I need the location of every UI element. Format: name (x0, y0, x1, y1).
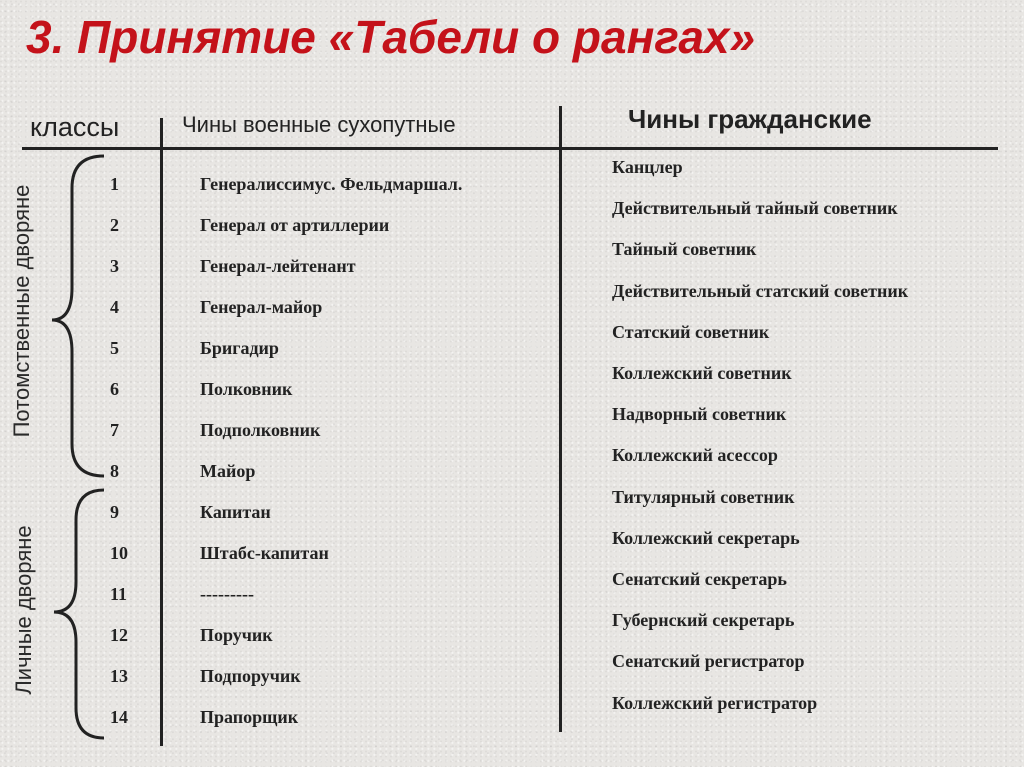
civil-rank: Канцлер (612, 157, 683, 177)
military-rank: Генерал-майор (200, 297, 323, 317)
page-title: 3. Принятие «Табели о рангах» (26, 11, 756, 63)
civil-rank: Тайный советник (612, 239, 757, 260)
civil-rank: Коллежский регистратор (612, 692, 818, 713)
military-rank: Поручик (200, 625, 273, 645)
class-number: 14 (110, 707, 128, 727)
brace-personal (54, 490, 104, 738)
civil-rank: Коллежский асессор (612, 445, 778, 466)
class-number: 3 (110, 256, 119, 276)
header-classes: классы (30, 112, 120, 142)
civil-rank: Коллежский советник (612, 363, 792, 383)
military-rank: Прапорщик (200, 707, 299, 727)
civil-rank: Сенатский регистратор (612, 651, 805, 672)
civil-rank: Действительный статский советник (612, 280, 909, 301)
class-number: 9 (110, 502, 119, 522)
group-braces (46, 152, 110, 752)
military-rank: Подпоручик (200, 666, 301, 686)
military-rank: Подполковник (200, 420, 321, 440)
group-label-personal: Личные дворяне (11, 525, 36, 695)
civil-rank: Коллежский секретарь (612, 527, 800, 548)
header-military-ranks: Чины военные сухопутные (182, 112, 456, 137)
civil-rank: Действительный тайный советник (612, 198, 898, 219)
civil-rank: Сенатский секретарь (612, 569, 787, 589)
column-divider-classes (160, 118, 163, 746)
military-rank: Полковник (200, 379, 293, 399)
military-rank: Штабс-капитан (200, 543, 329, 563)
class-number: 13 (110, 666, 128, 686)
brace-hereditary (52, 156, 104, 476)
military-rank: --------- (200, 584, 254, 604)
class-number: 8 (110, 461, 119, 481)
header-civil-ranks: Чины гражданские (628, 104, 872, 134)
military-rank: Генерал от артиллерии (200, 215, 390, 235)
civil-rank: Губернский секретарь (612, 610, 795, 631)
class-number: 1 (110, 174, 119, 194)
civil-rank: Статский советник (612, 321, 770, 342)
header-divider (22, 147, 998, 150)
column-divider-civil (559, 106, 562, 732)
civil-rank: Титулярный советник (612, 486, 795, 507)
class-number: 12 (110, 625, 128, 645)
class-number: 2 (110, 215, 119, 235)
civil-rank: Надворный советник (612, 404, 787, 425)
class-number: 6 (110, 379, 119, 399)
class-number: 7 (110, 420, 119, 440)
class-number: 5 (110, 338, 119, 358)
class-number: 10 (110, 543, 128, 563)
military-rank: Генерал-лейтенант (200, 256, 356, 276)
class-number: 11 (110, 584, 128, 604)
class-number: 4 (110, 297, 119, 317)
military-rank: Майор (200, 461, 256, 481)
military-rank: Бригадир (200, 338, 279, 358)
group-label-hereditary: Потомственные дворяне (9, 184, 34, 438)
military-rank: Генералиссимус. Фельдмаршал. (200, 174, 463, 194)
military-rank: Капитан (200, 502, 271, 522)
